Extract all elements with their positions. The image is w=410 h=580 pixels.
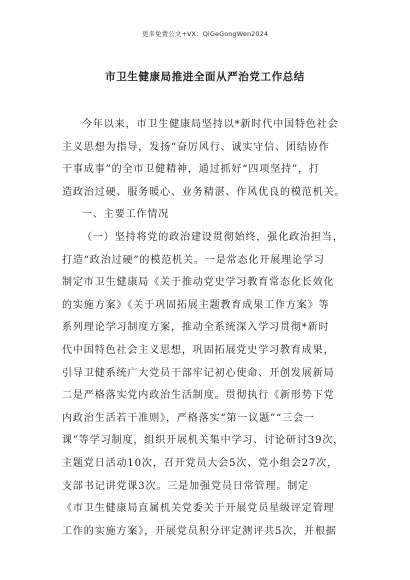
body-line: 的实施方案》《关于巩固拓展主题教育成果工作方案》等 <box>62 299 330 311</box>
body-line: 工作的实施方案》，开展党员积分评定测评共5次，并根据 <box>62 525 337 537</box>
body-line: 二是严格落实党内政治生活制度。贯彻执行《新形势下党 <box>62 390 335 402</box>
body-line: 造政治过硬、服务暖心、业务精湛、作风优良的模范机关。 <box>62 186 346 198</box>
body-line: 引导卫健系统广大党员干部牢记初心使命、开创发展新局 <box>62 367 335 379</box>
body-line: 打造“政治过硬”的模范机关。一是常态化开展理论学习 <box>62 254 325 266</box>
body-line: （一）坚持将党的政治建设贯彻始终，强化政治担当， <box>82 231 344 243</box>
body-line: 支部书记讲党课3次。三是加强党员日常管理。制定 <box>62 480 310 492</box>
document-title: 市卫生健康局推进全面从严治党工作总结 <box>105 71 305 83</box>
body-line: 主义思想为指导，发扬“奋厉风行、诚实守信、团结协作 <box>62 141 330 153</box>
body-line: 内政治生活若干准则》，严格落实“第一议题”“三会一 <box>62 412 315 424</box>
body-line: 干事成事”的全市卫健精神，通过抓好“四项坚持”，打 <box>62 164 320 176</box>
body-line: 代中国特色社会主义思想，巩固拓展党史学习教育成果， <box>62 344 335 356</box>
body-line: 《市卫生健康局直属机关党委关于开展党员星级评定管理 <box>62 503 335 515</box>
body-line: 主题党日活动10次，召开党员大会5次、党小组会27次， <box>62 457 339 469</box>
body-line: 今年以来，市卫生健康局坚持以*新时代中国特色社会 <box>82 119 339 130</box>
document-body <box>62 114 352 543</box>
section-heading: 一、主要工作情况 <box>82 209 170 221</box>
body-line: 制定市卫生健康局《关于推动党史学习教育常态化长效化 <box>62 277 335 289</box>
body-line: 系列理论学习制度方案，推动全系统深入学习贯彻*新时 <box>62 322 330 334</box>
body-line: 课”等学习制度，组织开展机关集中学习、讨论研讨39次， <box>62 435 345 447</box>
header-note: 更多免费公文+VX：QiGeGongWen2024 <box>141 30 269 38</box>
